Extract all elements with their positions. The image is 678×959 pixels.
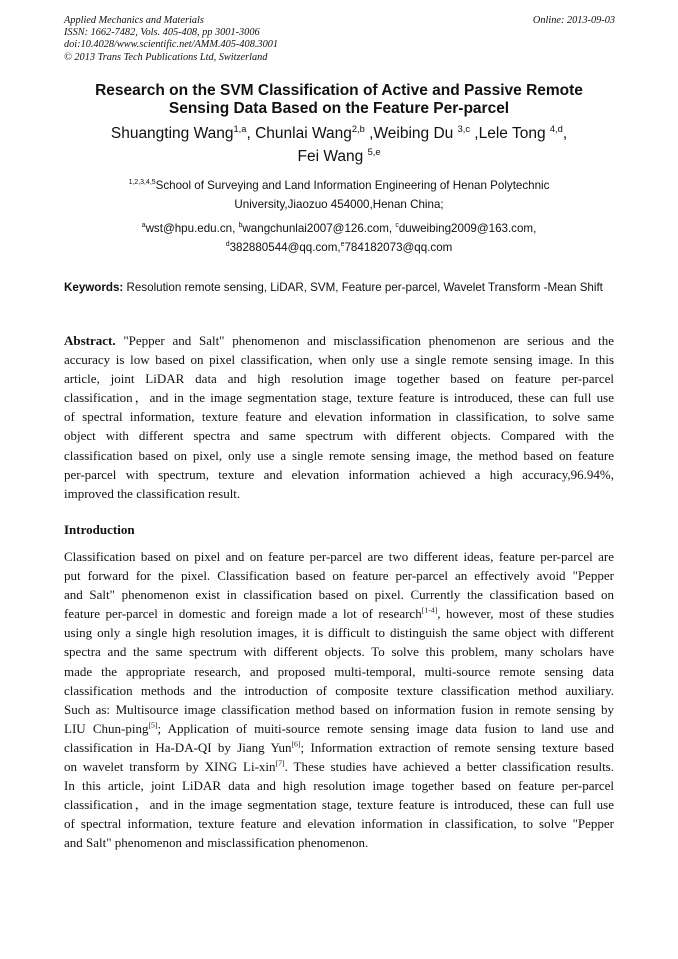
author-name: Shuangting Wang — [110, 125, 234, 142]
abstract-label: Abstract. — [64, 333, 116, 348]
abstract-text: object with different spectra and same spectrum with different objects. Compared with the — [64, 428, 614, 444]
abstract-line — [64, 446, 614, 465]
intro-line — [64, 719, 614, 738]
abstract-line — [64, 407, 614, 426]
intro-text: using only a single high resolution images, it is difficult to distinguish the same object with different — [64, 625, 614, 641]
intro-text: LIU Chun-ping — [64, 720, 149, 736]
intro-line — [64, 566, 614, 585]
abstract-line — [64, 484, 614, 503]
abstract-line — [64, 465, 614, 484]
intro-text: classification methods and the introduction of composite texture classification method auxiliary. — [64, 682, 614, 698]
abstract-text: accuracy is low based on pixel classification, when only use a single remote sensing image. In this — [64, 352, 614, 368]
affiliation-line-2: University,Jiaozuo 454000,Henan China; — [234, 198, 444, 211]
intro-line — [64, 642, 614, 661]
abstract-line — [64, 426, 614, 445]
citation-ref: [5] — [148, 720, 158, 730]
abstract-line — [64, 350, 614, 369]
email-list — [64, 219, 614, 257]
doi-line: doi:10.4028/www.scientific.net/AMM.405-408.3001 — [64, 39, 279, 51]
author-line-2 — [64, 145, 614, 168]
title-line-2: Sensing Data Based on the Feature Per-parcel — [168, 100, 510, 117]
intro-line — [64, 662, 614, 681]
intro-line — [64, 623, 614, 642]
author-sup: 4,d — [549, 123, 563, 134]
author-sup: 1,a — [233, 123, 247, 134]
author-name: Chunlai Wang — [255, 125, 352, 142]
abstract-section — [64, 331, 614, 503]
copyright-line: © 2013 Trans Tech Publications Ltd, Switzerland — [64, 51, 268, 63]
paper-title — [64, 82, 614, 118]
section-heading-introduction: Introduction — [64, 522, 135, 537]
intro-text: feature per-parcel in domestic and foreign made a lot of research — [64, 606, 422, 622]
email-line-2 — [64, 238, 614, 257]
title-line-1: Research on the SVM Classification of Active and Passive Remote — [95, 82, 583, 99]
keywords-label: Keywords: — [64, 281, 124, 294]
affiliation-line-1 — [64, 176, 614, 195]
author-list — [64, 122, 614, 168]
email-line-1 — [64, 219, 614, 238]
intro-text: and Salt" phenomenon exist in classification based on pixel. Currently the classification based on — [64, 587, 614, 603]
affiliation — [64, 176, 614, 214]
intro-text: Such as: Multisource image classification method based on information fusion in remote sensing by — [64, 701, 614, 717]
email-sup: e — [340, 241, 345, 249]
abstract-line — [64, 331, 614, 350]
author-name: Weibing Du — [373, 125, 458, 142]
keywords-section — [64, 278, 614, 297]
email-sup: c — [395, 222, 399, 230]
abstract-text: classification based on pixel, only use a single remote sensing image, the method based on feature — [64, 447, 614, 463]
abstract-text: per-parcel with spectrum, texture and elevation information achieved a high accuracy,96.94%, — [64, 466, 614, 482]
intro-line — [64, 833, 614, 852]
abstract-line — [64, 388, 614, 407]
email-sup: d — [225, 241, 230, 249]
email-address: 382880544@qq.com, — [229, 241, 341, 254]
intro-text: ; Application of muiti-source remote sensing image data fusion to land use and — [157, 720, 614, 736]
intro-text: put forward for the pixel. Classification based on feature per-parcel an effectively avoid "Pepper — [64, 568, 614, 584]
author-sep: , — [364, 125, 374, 142]
issn-line: ISSN: 1662-7482, Vols. 405-408, pp 3001-3006 — [64, 27, 260, 39]
intro-line — [64, 795, 614, 814]
intro-text: classification，and in the image segmentation stage, texture feature is introduced, these can full use — [64, 797, 614, 813]
intro-text: classification in Ha-DA-QI by Jiang Yun — [64, 739, 292, 755]
intro-line — [64, 738, 614, 757]
intro-text: on wavelet transform by XING Li-xin — [64, 759, 276, 775]
intro-text: of spectral information, texture feature and elevation information in classification, to solve "Pepper — [64, 816, 614, 832]
intro-text: made the appropriate research, and proposed multi-temporal, multi-source remote sensing data — [64, 663, 614, 679]
intro-line — [64, 757, 614, 776]
intro-line — [64, 681, 614, 700]
abstract-text: of spectral information, texture feature and elevation information in classification, to solve same — [64, 409, 614, 425]
journal-name: Applied Mechanics and Materials — [64, 15, 204, 26]
intro-line — [64, 814, 614, 833]
intro-text: and Salt" phenomenon and misclassification phenomenon. — [64, 835, 369, 851]
journal-header — [64, 15, 278, 64]
author-name: Lele Tong — [478, 125, 550, 142]
author-sup: 2,b — [351, 123, 365, 134]
abstract-text: "Pepper and Salt" phenomenon and misclassification phenomenon are serious and the — [115, 333, 614, 348]
affiliation-text: School of Surveying and Land Information Engineering of Henan Polytechnic — [155, 179, 550, 192]
author-sup: 5,e — [367, 146, 381, 157]
citation-ref: [7] — [275, 758, 285, 768]
intro-text: Classification based on pixel and on feature per-parcel are two different ideas, feature per-parcel are — [64, 549, 614, 564]
citation-ref: [1-4] — [421, 605, 438, 615]
intro-line — [64, 776, 614, 795]
author-line-1 — [64, 122, 614, 145]
introduction-body — [64, 547, 614, 853]
email-address: duweibing2009@163.com, — [398, 222, 537, 235]
intro-text: ; Information extraction of remote sensing texture based — [300, 739, 614, 755]
author-name: Fei Wang — [297, 148, 368, 165]
author-sep: , — [562, 125, 568, 142]
abstract-text: article, joint LiDAR data and high resolution image together based on feature per-parcel — [64, 371, 614, 387]
intro-text: . These studies have achieved a better classification results. — [284, 759, 614, 775]
author-sup: 3,c — [457, 123, 470, 134]
citation-ref: [6] — [291, 739, 301, 749]
email-address: wst@hpu.edu.cn, — [145, 222, 239, 235]
intro-line — [64, 604, 614, 623]
email-address: 784182073@qq.com — [344, 241, 453, 254]
affiliation-sup: 1,2,3,4,5 — [128, 179, 156, 187]
intro-text: , however, most of these studies — [437, 606, 614, 622]
abstract-line — [64, 369, 614, 388]
author-sep: , — [470, 125, 479, 142]
email-sup: a — [141, 222, 146, 230]
email-sup: b — [238, 222, 243, 230]
email-address: wangchunlai2007@126.com, — [242, 222, 396, 235]
author-sep: , — [246, 125, 256, 142]
abstract-text: classification，and in the image segmentation stage, texture feature is introduced, these can full use — [64, 390, 614, 406]
abstract-text: improved the classification result. — [64, 485, 241, 501]
keywords-text: Resolution remote sensing, LiDAR, SVM, Feature per-parcel, Wavelet Transform -Mean Shift — [123, 281, 603, 294]
online-date: Online: 2013-09-03 — [532, 15, 615, 26]
intro-text: spectra and the same spectrum with different objects. To solve this problem, many scholars have — [64, 644, 614, 660]
intro-text: In this article, joint LiDAR data and high resolution image together based on feature per-parcel — [64, 778, 614, 794]
intro-line — [64, 585, 614, 604]
intro-line — [64, 547, 614, 566]
intro-line — [64, 700, 614, 719]
